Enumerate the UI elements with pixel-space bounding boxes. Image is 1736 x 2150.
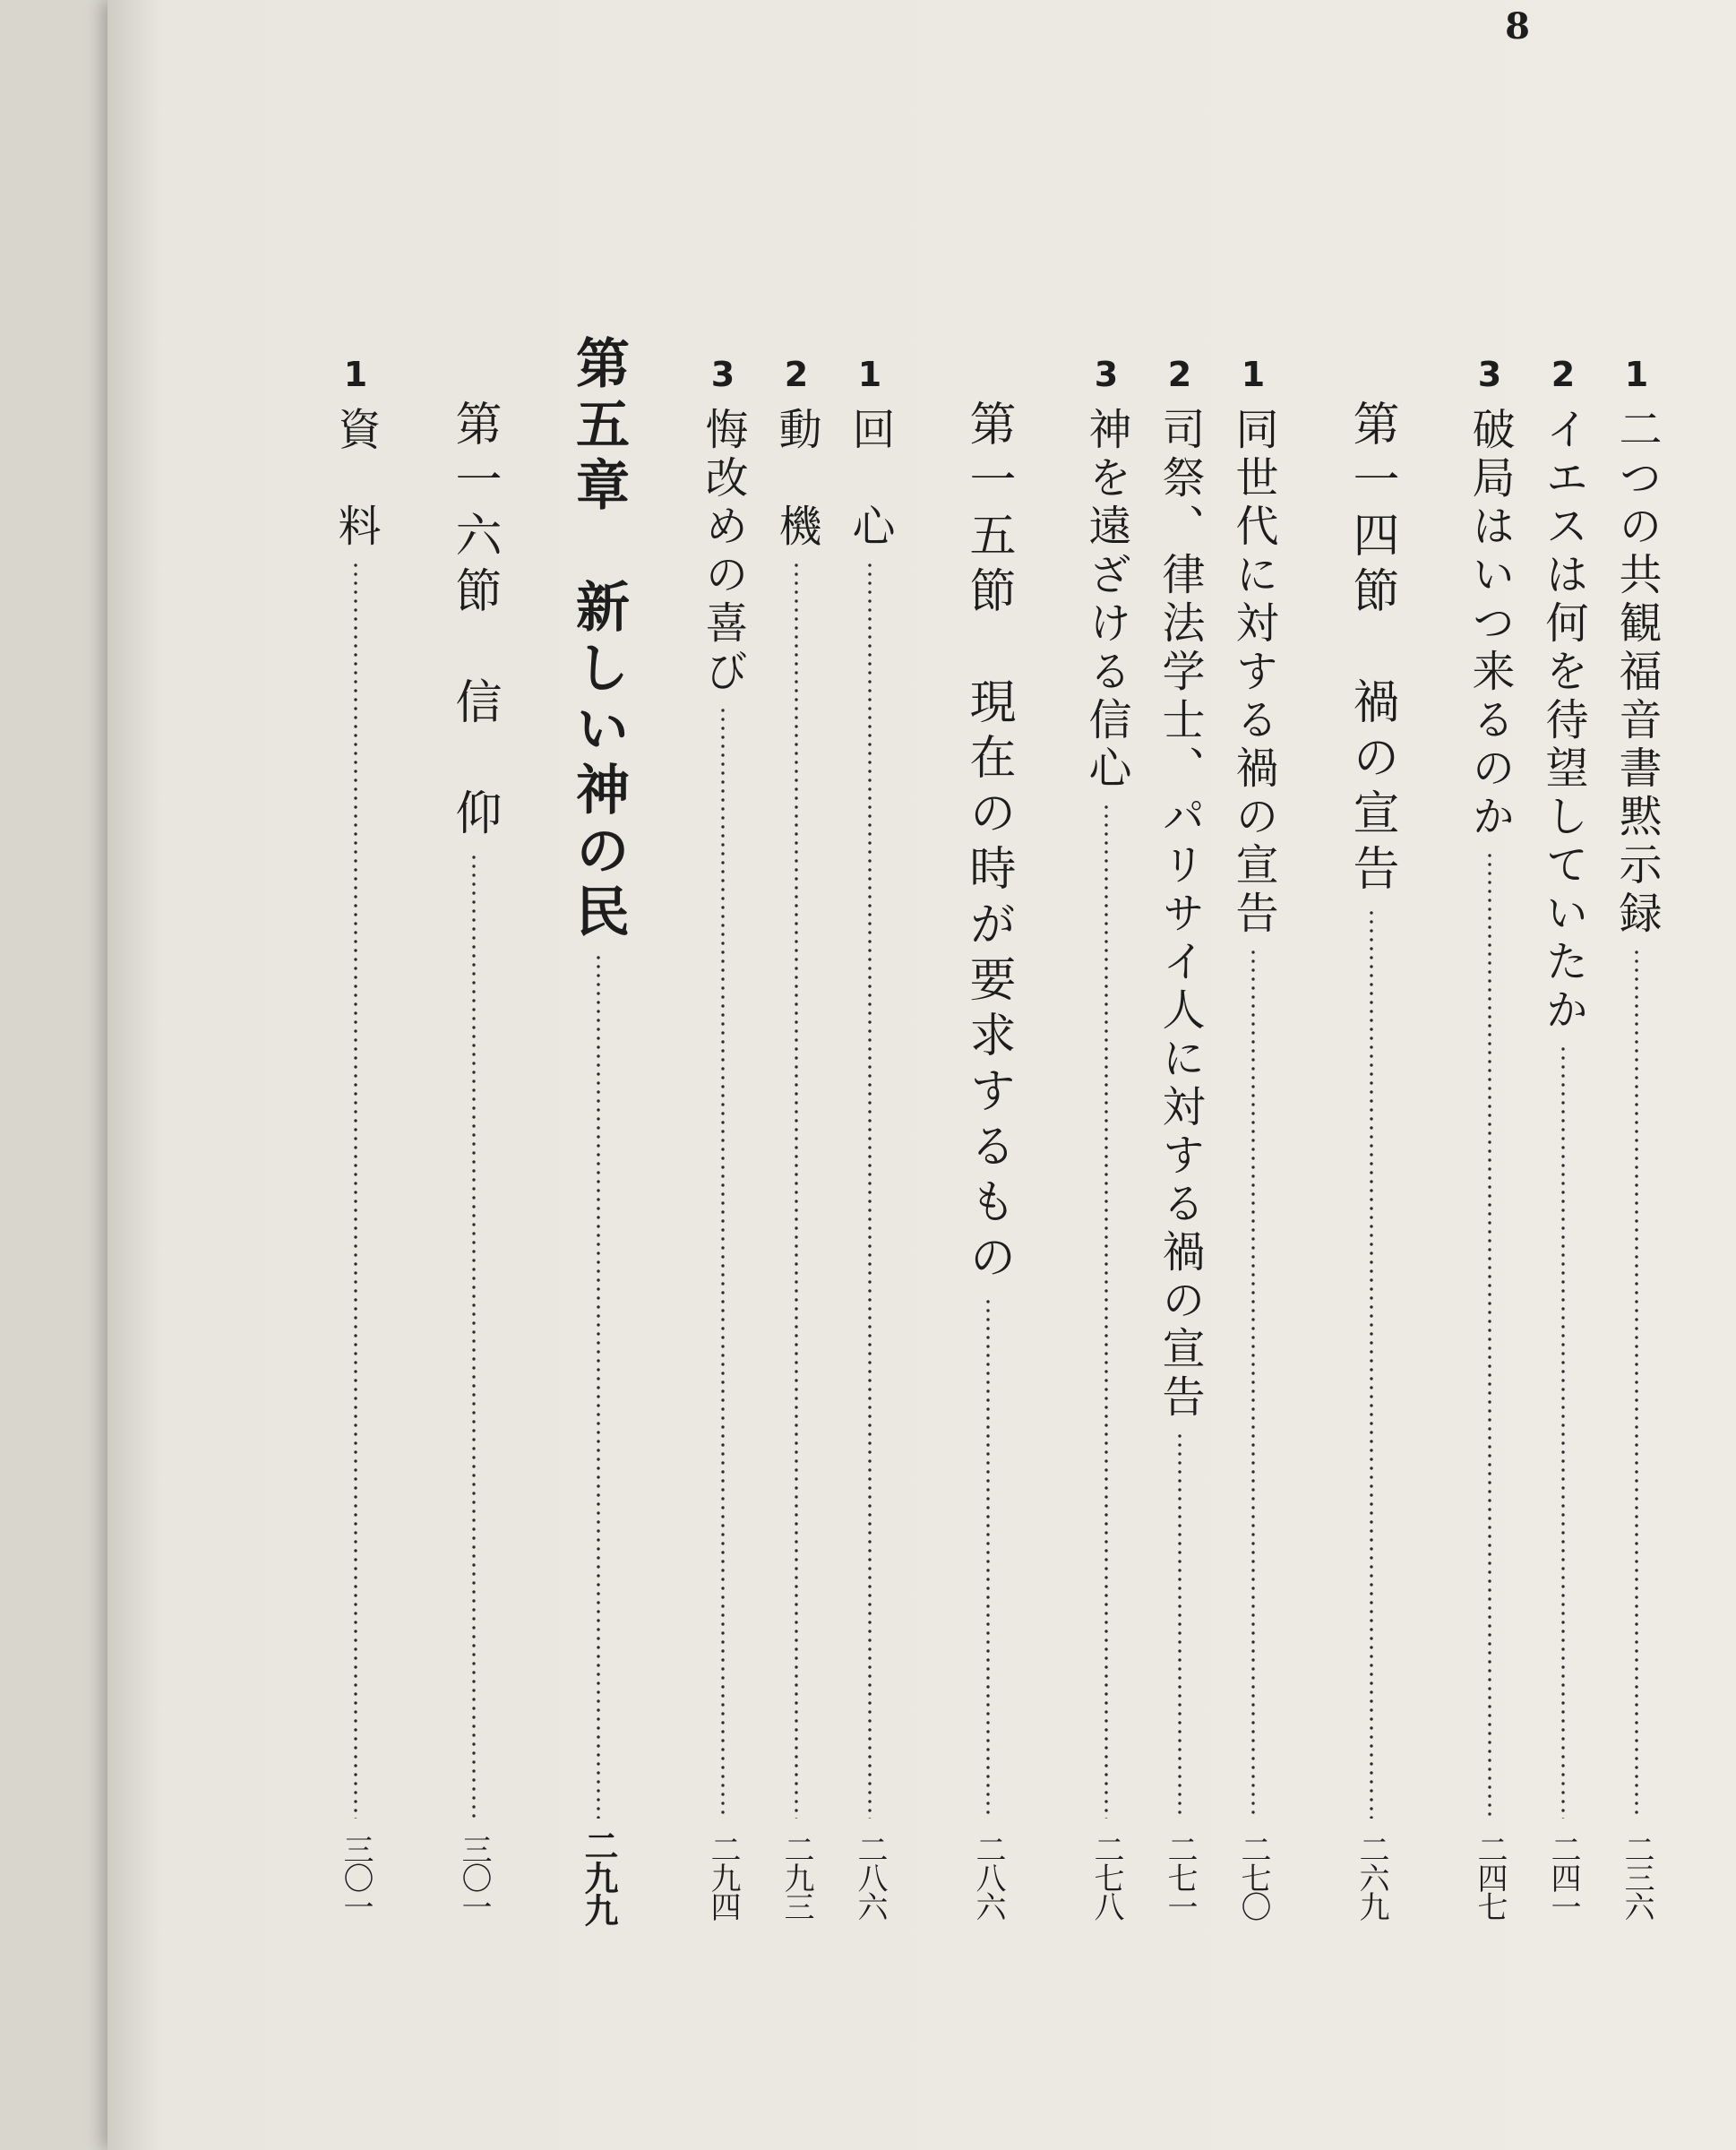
entry-page: 二八六 — [852, 1834, 888, 1920]
entry-title: 悔改めの喜び — [698, 407, 748, 697]
entry-title: 司祭、律法学士、パリサイ人に対する禍の宣告 — [1155, 407, 1205, 1423]
book-page — [107, 0, 1736, 2150]
entry-number: 2 — [1167, 355, 1192, 394]
toc-entry[interactable] — [833, 349, 907, 1926]
toc-entry[interactable] — [1216, 349, 1290, 1926]
entry-page: 二六九 — [1354, 1834, 1389, 1920]
entry-title: 資 料 — [331, 407, 381, 552]
toc-entry[interactable] — [1453, 349, 1526, 1926]
entry-number: 3 — [1477, 355, 1502, 394]
entry-title: 回 心 — [845, 407, 895, 552]
dot-leader — [597, 953, 600, 1819]
entry-page: 二九九 — [579, 1828, 619, 1925]
dot-leader — [795, 561, 798, 1819]
entry-number: 2 — [1551, 355, 1576, 394]
toc-entry[interactable] — [1526, 349, 1600, 1926]
toc-entry[interactable] — [1143, 349, 1216, 1926]
toc-entry[interactable] — [319, 349, 392, 1926]
toc-section-entry[interactable] — [437, 349, 511, 1926]
dot-leader — [1104, 803, 1108, 1819]
entry-page: 二九四 — [705, 1834, 741, 1920]
entry-number: 2 — [784, 355, 809, 394]
toc-chapter-entry[interactable] — [555, 278, 641, 1926]
dot-leader — [1178, 1432, 1182, 1819]
entry-page: 三〇一 — [338, 1834, 374, 1920]
entry-title: 動 機 — [771, 407, 821, 552]
entry-number: 1 — [1241, 355, 1266, 394]
dot-leader — [1370, 908, 1373, 1819]
entry-page: 二七八 — [1088, 1834, 1124, 1920]
entry-number: 1 — [857, 355, 882, 394]
toc-section-entry[interactable] — [1335, 349, 1408, 1926]
entry-title: 同世代に対する禍の宣告 — [1228, 407, 1278, 939]
entry-page: 二九三 — [778, 1834, 814, 1920]
entry-page: 二七〇 — [1235, 1834, 1271, 1920]
toc-section-entry[interactable] — [951, 349, 1025, 1926]
dot-leader — [1488, 851, 1491, 1819]
chapter-title: 第五章 新しい神の民 — [567, 335, 630, 944]
entry-page: 二七一 — [1162, 1834, 1198, 1920]
toc-entry[interactable] — [1600, 349, 1673, 1926]
entry-page: 二四一 — [1545, 1834, 1581, 1920]
dot-leader — [868, 561, 872, 1819]
toc-entry[interactable] — [1070, 349, 1143, 1926]
entry-page: 三〇一 — [456, 1834, 492, 1920]
dot-leader — [721, 706, 725, 1819]
dot-leader — [354, 561, 357, 1819]
entry-page: 二四七 — [1472, 1834, 1508, 1920]
entry-number: 1 — [343, 355, 368, 394]
toc-entry[interactable] — [760, 349, 833, 1926]
entry-number: 3 — [1094, 355, 1119, 394]
entry-title: イエスは何を待望していたか — [1538, 407, 1588, 1036]
section-title: 第一六節 信 仰 — [447, 400, 501, 844]
entry-title: 二つの共観福音書黙示録 — [1611, 407, 1662, 939]
toc-entry[interactable] — [686, 349, 760, 1926]
dot-leader — [1251, 948, 1255, 1819]
page-number: 8 — [1505, 5, 1530, 47]
entry-title: 神を遠ざける信心 — [1081, 407, 1131, 794]
table-of-contents — [319, 335, 1673, 1926]
dot-leader — [1561, 1045, 1565, 1819]
entry-title: 破局はいつ来るのか — [1465, 407, 1515, 842]
dot-leader — [986, 1297, 990, 1819]
section-title: 第一五節 現在の時が要求するもの — [961, 400, 1015, 1288]
entry-page: 二三六 — [1619, 1834, 1654, 1920]
section-title: 第一四節 禍の宣告 — [1345, 400, 1398, 899]
entry-number: 1 — [1624, 355, 1649, 394]
entry-page: 二八六 — [970, 1834, 1006, 1920]
dot-leader — [1635, 948, 1638, 1819]
dot-leader — [472, 853, 476, 1819]
entry-number: 3 — [710, 355, 735, 394]
